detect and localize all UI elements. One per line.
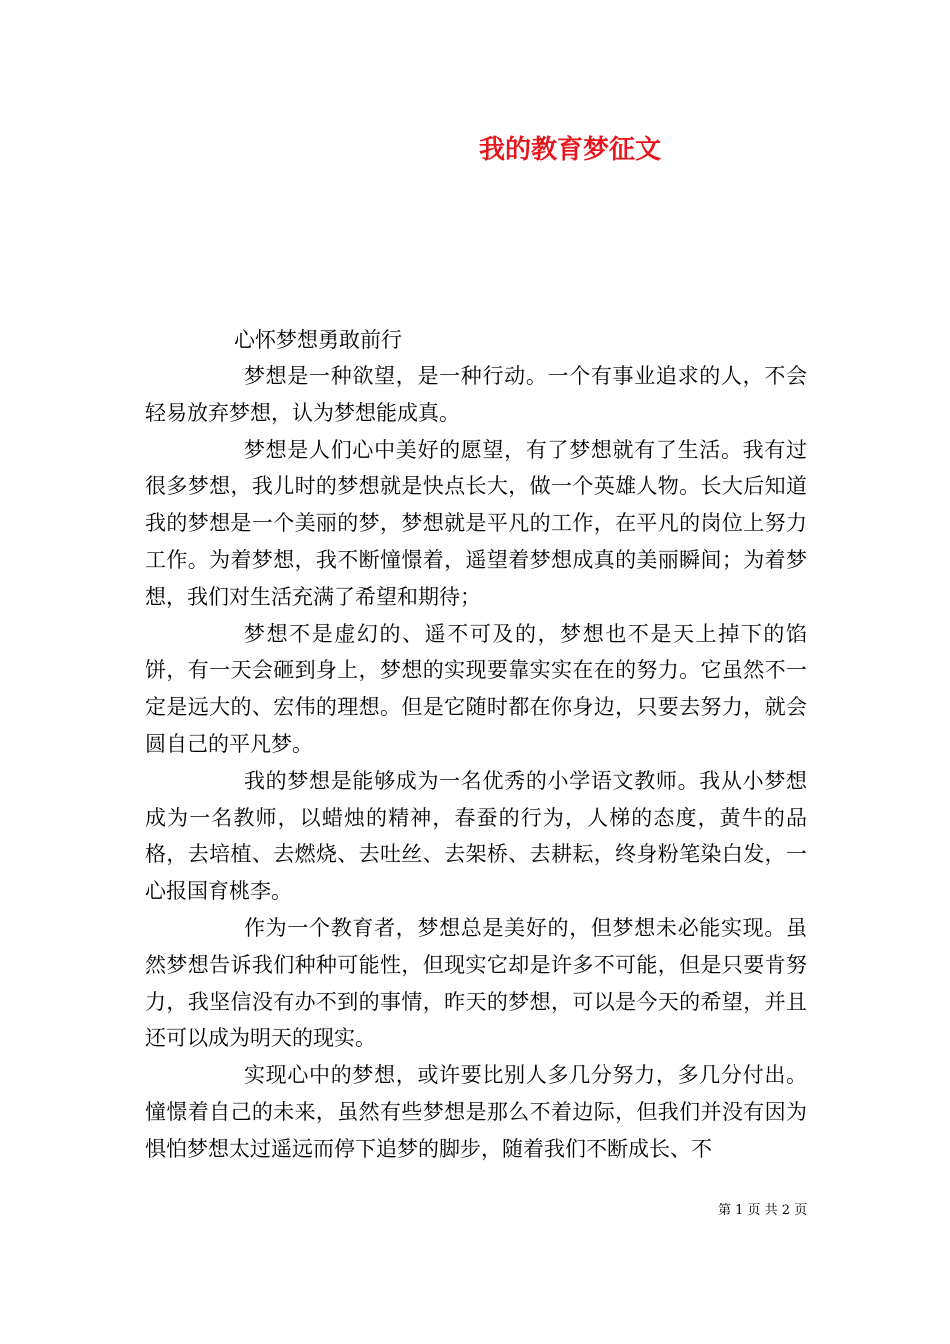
paragraph-5: 作为一个教育者，梦想总是美好的，但梦想未必能实现。虽然梦想告诉我们种种可能性，但现实它却是许多不可能，但是只要肯努力，我坚信没有办不到的事情，昨天的梦想，可以是今天的希望，并且还可以成为明天的现实。	[145, 915, 807, 1051]
paragraph-1: 梦想是一种欲望，是一种行动。一个有事业追求的人，不会轻易放弃梦想，认为梦想能成真。	[145, 364, 807, 425]
paragraph-3: 梦想不是虚幻的、遥不可及的，梦想也不是天上掉下的馅饼，有一天会砸到身上，梦想的实现要靠实实在在的努力。它虽然不一定是远大的、宏伟的理想。但是它随时都在你身边，只要去努力，就会圆自己的平凡梦。	[145, 621, 807, 756]
document-subtitle: 心怀梦想勇敢前行	[234, 328, 402, 352]
paragraph-2: 梦想是人们心中美好的愿望，有了梦想就有了生活。我有过很多梦想，我儿时的梦想就是快点长大，做一个英雄人物。长大后知道我的梦想是一个美丽的梦，梦想就是平凡的工作，在平凡的岗位上努力工作。为着梦想，我不断憧憬着，遥望着梦想成真的美丽瞬间；为着梦想，我们对生活充满了希望和期待；	[145, 437, 807, 609]
document-title: 我的教育梦征文	[478, 135, 661, 165]
page-number-footer: 第 1 页 共 2 页	[718, 1203, 808, 1218]
paragraph-6: 实现心中的梦想，或许要比别人多几分努力，多几分付出。憧憬着自己的未来，虽然有些梦想是那么不着边际，但我们并没有因为惧怕梦想太过遥远而停下追梦的脚步，随着我们不断成长、不	[145, 1063, 807, 1161]
paragraph-4: 我的梦想是能够成为一名优秀的小学语文教师。我从小梦想成为一名教师，以蜡烛的精神，春蚕的行为，人梯的态度，黄牛的品格，去培植、去燃烧、去吐丝、去架桥、去耕耘，终身粉笔染白发，一心报国育桃李。	[145, 768, 807, 904]
document-body	[145, 358, 807, 1168]
